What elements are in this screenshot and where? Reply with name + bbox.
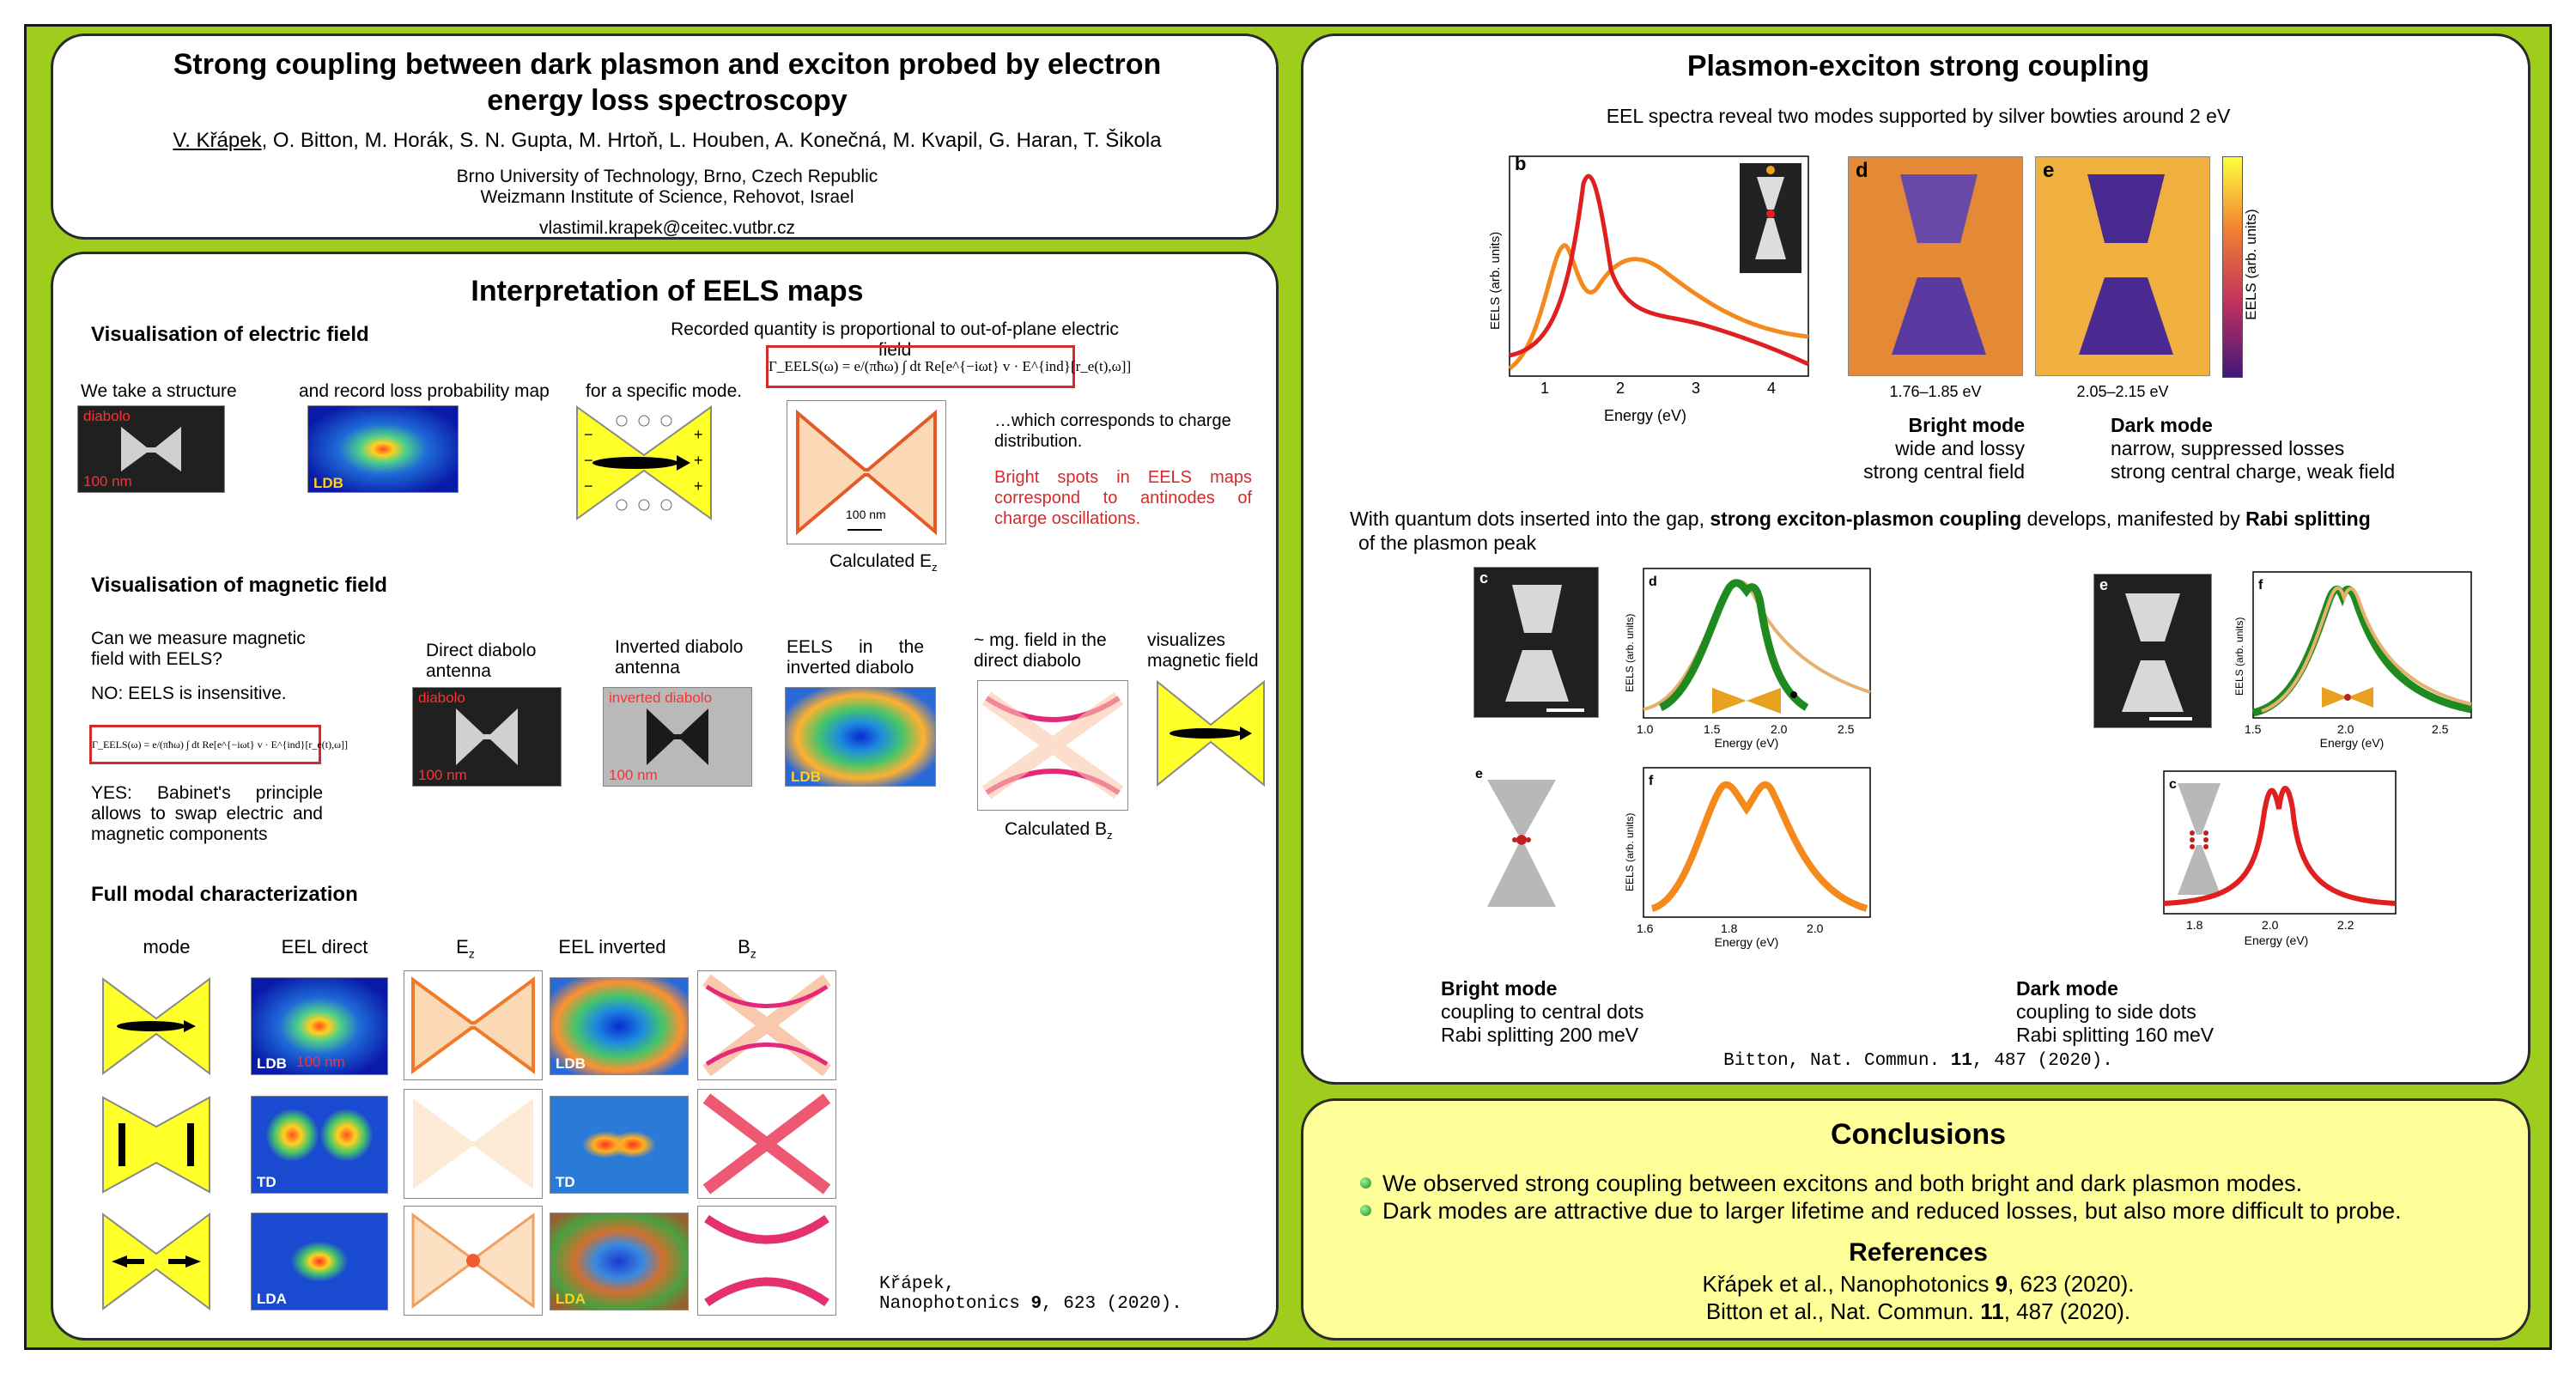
conclusions-heading: Conclusions — [1830, 1118, 2007, 1151]
calculated-ez-caption: Calculated $E_z$ — [829, 551, 938, 575]
affiliation-1: Brno University of Technology, Brno, Czech Republic — [456, 167, 878, 186]
svg-text:2.0: 2.0 — [1807, 921, 1824, 935]
panel-b-letter: b — [1515, 153, 1527, 174]
svg-text:c: c — [2169, 777, 2177, 792]
scale-100nm-tag: 100 nm — [83, 473, 132, 489]
krapek-reference — [879, 1274, 1182, 1314]
modal-row-td-eel-inverted: TD — [550, 1096, 689, 1194]
inverted-diabolo-image — [603, 687, 752, 787]
eels-map-ldb — [307, 405, 459, 493]
poster-title — [53, 46, 1281, 119]
poster-title-line1: Strong coupling between dark plasmon and exciton probed by electron — [173, 48, 1162, 81]
eels-inverted-label: EELS in the inverted diabolo — [787, 637, 924, 678]
bright-qd-spectrum-f — [1618, 763, 1875, 951]
dark-mode-line1: narrow, suppressed losses — [2111, 437, 2345, 459]
modal-row-ldb-schematic — [101, 977, 211, 1075]
colorbar — [2222, 156, 2243, 378]
diabolo-tag: diabolo — [83, 408, 131, 424]
conclusions-panel — [1301, 1098, 2530, 1341]
mode-schematic-magnetic — [1156, 680, 1266, 787]
interpretation-panel — [51, 252, 1279, 1341]
col-header-eel-inverted: EEL inverted — [558, 936, 666, 958]
svg-text:1: 1 — [1540, 380, 1550, 397]
bitton-reference: Bitton, Nat. Commun. 11, 487 (2020). — [1723, 1051, 2113, 1071]
svg-text:1.5: 1.5 — [1704, 722, 1721, 736]
svg-text:2: 2 — [1616, 380, 1625, 397]
bright-mode-map — [1848, 156, 2023, 376]
dark-mode-map — [2035, 156, 2210, 376]
bright-qd-c-letter: c — [1479, 569, 1489, 587]
dark-result — [2016, 977, 2360, 1047]
strong-coupling-panel — [1301, 33, 2530, 1085]
calculated-bz-map — [977, 680, 1128, 811]
eels-formula-electric: Γ_EELS(ω) = e/(πħω) ∫ dt Re[e^{−iωt} v · E^{ind}[r_e(t),ω]] — [766, 345, 1075, 388]
modal-row-td-schematic — [101, 1096, 211, 1194]
bright-result — [1441, 977, 1784, 1047]
col-header-eel-direct: EEL direct — [281, 936, 368, 958]
svg-text:Energy (eV): Energy (eV) — [2244, 933, 2309, 947]
svg-text:2.5: 2.5 — [1838, 722, 1855, 736]
dark-result-line2: Rabi splitting 160 meV — [2016, 1024, 2215, 1046]
panel-e-letter: e — [2043, 159, 2055, 182]
dark-qd-sem-image — [2093, 574, 2212, 728]
electric-heading: Visualisation of electric field — [91, 323, 369, 346]
inverted-scale-tag: 100 nm — [609, 767, 658, 783]
modal-heading: Full modal characterization — [91, 883, 358, 906]
modal-row-td-bz — [697, 1089, 836, 1199]
conclusion-item-2: Dark modes are attractive due to larger lifetime and reduced losses, but also more difficult to probe. — [1360, 1197, 2494, 1225]
bright-mode-summary — [1767, 414, 2025, 483]
svg-text:f: f — [1649, 774, 1654, 788]
svg-text:+: + — [694, 452, 703, 469]
bright-mode-title: Bright mode — [1908, 414, 2025, 436]
quantum-dot-line1: With quantum dots inserted into the gap, strong exciton-plasmon coupling develops, manifested by Rabi splitting — [1350, 508, 2371, 530]
svg-text:2.0: 2.0 — [1771, 722, 1788, 736]
svg-text:−: − — [584, 426, 593, 443]
reference-2: Bitton et al., Nat. Commun. 11, 487 (2020). — [1705, 1298, 2131, 1324]
dark-result-line1: coupling to side dots — [2016, 1000, 2196, 1023]
strong-coupling-heading: Plasmon-exciton strong coupling — [1686, 50, 2150, 82]
mg-field-label: ~ mg. field in the direct diabolo — [974, 630, 1107, 671]
dark-qd-spectrum-c — [2152, 766, 2401, 950]
eels-inverted-ldb-tag: LDB — [791, 769, 821, 785]
modal-row-lda-eel-inverted: LDA — [550, 1213, 689, 1310]
svg-text:EELS (arb. units): EELS (arb. units) — [1624, 812, 1636, 891]
dark-qd-spectrum-f — [2227, 567, 2476, 752]
eels-inverted-map — [785, 687, 936, 787]
interpretation-heading: Interpretation of EELS maps — [471, 275, 864, 307]
svg-text:Energy (eV): Energy (eV) — [1603, 407, 1687, 424]
direct-tag: diabolo — [418, 690, 465, 706]
svg-text:1.0: 1.0 — [1637, 722, 1654, 736]
svg-text:f: f — [2258, 578, 2263, 593]
magnetic-yes: YES: Babinet's principle allows to swap electric and magnetic components — [91, 783, 323, 844]
affiliation-2: Weizmann Institute of Science, Rehovot, Israel — [480, 187, 854, 207]
bright-range-caption: 1.76–1.85 eV — [1889, 383, 1982, 400]
colorbar-label: EELS (arb. units) — [2243, 209, 2259, 320]
ldb-tag: LDB — [313, 475, 343, 491]
inverted-tag: inverted diabolo — [609, 690, 713, 706]
bright-result-line2: Rabi splitting 200 meV — [1441, 1024, 1639, 1046]
conclusions-list — [1360, 1170, 2494, 1225]
bright-mode-line2: strong central field — [1863, 460, 2025, 483]
svg-text:4: 4 — [1767, 380, 1777, 397]
poster — [24, 24, 2552, 1350]
direct-diabolo-label: Direct diabolo antenna — [426, 641, 537, 681]
dark-mode-line2: strong central charge, weak field — [2111, 460, 2396, 483]
magnetic-question: Can we measure magnetic field with EELS? — [91, 629, 306, 669]
panel-b-spectrum — [1488, 149, 1817, 433]
svg-text:EELS (arb. units): EELS (arb. units) — [1488, 231, 1503, 330]
magnetic-no: NO: EELS is insensitive. — [91, 684, 287, 703]
dark-range-caption: 2.05–2.15 eV — [2076, 383, 2169, 400]
recorded-quantity: Recorded quantity is proportional to out-of-plane electric field — [671, 319, 1119, 360]
panel-d-letter: d — [1856, 159, 1868, 182]
bright-spots-text: Bright spots in EELS maps correspond to antinodes of charge oscillations. — [994, 468, 1252, 528]
svg-text:e: e — [1475, 767, 1483, 781]
electric-step1: We take a structure — [81, 381, 237, 401]
svg-text:3: 3 — [1692, 380, 1701, 397]
dark-result-title: Dark mode — [2016, 977, 2118, 1000]
inverted-diabolo-label: Inverted diabolo antenna — [615, 637, 744, 678]
modal-row-lda-eel-direct: LDA — [251, 1213, 388, 1310]
dark-mode-title: Dark mode — [2111, 414, 2213, 436]
svg-text:−: − — [584, 452, 593, 469]
mode-schematic-ldb — [575, 405, 713, 520]
modal-row-ldb-ez — [404, 970, 543, 1080]
modal-row-td-ez — [404, 1089, 543, 1199]
svg-text:2.0: 2.0 — [2262, 918, 2279, 932]
first-author: V. Křápek — [173, 129, 262, 152]
magnetic-heading: Visualisation of magnetic field — [91, 574, 387, 597]
svg-text:EELS (arb. units): EELS (arb. units) — [2233, 617, 2245, 696]
modal-row-ldb-eel-inverted: LDB — [550, 977, 689, 1075]
calculated-ez-map — [787, 400, 946, 544]
svg-text:1.8: 1.8 — [2186, 918, 2203, 932]
electric-step2: and record loss probability map — [299, 381, 550, 401]
svg-text:1.6: 1.6 — [1637, 921, 1654, 935]
modal-row-ldb-bz — [697, 970, 836, 1080]
bright-bowtie-model — [1470, 763, 1573, 917]
coauthors: , O. Bitton, M. Horák, S. N. Gupta, M. Hrtoň, L. Houben, A. Konečná, M. Kvapil, G. Haran, T. Šikola — [261, 129, 1162, 152]
strong-coupling-subtitle: EEL spectra reveal two modes supported by silver bowties around 2 eV — [1606, 105, 2231, 127]
modal-row-lda-schematic — [101, 1213, 211, 1310]
quantum-dot-line2: of the plasmon peak — [1358, 532, 1537, 554]
svg-text:d: d — [1649, 575, 1657, 589]
svg-text:2.2: 2.2 — [2337, 918, 2354, 932]
krapek-ref-line1: Křápek, — [879, 1274, 956, 1294]
col-header-bz: $B_z$ — [738, 936, 756, 961]
col-header-mode: mode — [143, 936, 191, 958]
modal-row-ldb-eel-direct: LDB 100 nm — [251, 977, 388, 1075]
svg-text:−: − — [584, 477, 593, 495]
direct-scale-tag: 100 nm — [418, 767, 467, 783]
calc-scale-tag: 100 nm — [846, 508, 886, 521]
charge-distribution-text: …which corresponds to charge distribution. — [994, 411, 1231, 451]
bright-qd-sem-image — [1473, 567, 1599, 718]
modal-row-td-eel-direct: TD — [251, 1096, 388, 1194]
svg-text:Energy (eV): Energy (eV) — [2319, 736, 2385, 750]
svg-text:Energy (eV): Energy (eV) — [1714, 935, 1779, 949]
contact-email: vlastimil.krapek@ceitec.vutbr.cz — [539, 218, 795, 238]
calculated-bz-caption: Calculated $B_z$ — [1005, 819, 1113, 842]
direct-diabolo-image — [412, 687, 562, 787]
visualizes-label: visualizes magnetic field — [1147, 630, 1259, 671]
modal-row-lda-bz — [697, 1206, 836, 1316]
bright-mode-line1: wide and lossy — [1895, 437, 2025, 459]
bright-qd-spectrum-d — [1618, 563, 1875, 752]
reference-1: Křápek et al., Nanophotonics 9, 623 (2020). — [1702, 1271, 2135, 1297]
author-list — [53, 129, 1281, 153]
dark-mode-summary — [2111, 414, 2454, 483]
electric-step3: for a specific mode. — [586, 381, 743, 401]
svg-text:2.5: 2.5 — [2432, 722, 2449, 736]
svg-text:EELS (arb. units): EELS (arb. units) — [1624, 613, 1636, 692]
modal-row-lda-ez — [404, 1206, 543, 1316]
diabolo-sem-image — [77, 405, 225, 493]
svg-text:+: + — [694, 477, 703, 495]
dark-qd-e-letter: e — [2099, 576, 2109, 593]
conclusion-item-1: We observed strong coupling between excitons and both bright and dark plasmon modes. — [1360, 1170, 2494, 1197]
title-panel — [51, 33, 1279, 240]
poster-title-line2: energy loss spectroscopy — [487, 84, 848, 117]
bright-result-line1: coupling to central dots — [1441, 1000, 1644, 1023]
col-header-ez: $E_z$ — [456, 936, 475, 961]
svg-text:1.8: 1.8 — [1721, 921, 1738, 935]
eels-formula-magnetic: Γ_EELS(ω) = e/(πħω) ∫ dt Re[e^{−iωt} v · E^{ind}[r_e(t),ω]] — [89, 725, 321, 764]
svg-text:2.0: 2.0 — [2337, 722, 2354, 736]
bright-result-title: Bright mode — [1441, 977, 1558, 1000]
krapek-ref-line2: Nanophotonics 9, 623 (2020). — [879, 1294, 1182, 1314]
svg-text:1.5: 1.5 — [2245, 722, 2262, 736]
quantum-dot-text — [1350, 507, 2500, 555]
svg-text:Energy (eV): Energy (eV) — [1714, 736, 1779, 750]
references-heading: References — [1849, 1238, 1988, 1267]
svg-text:+: + — [694, 426, 703, 443]
